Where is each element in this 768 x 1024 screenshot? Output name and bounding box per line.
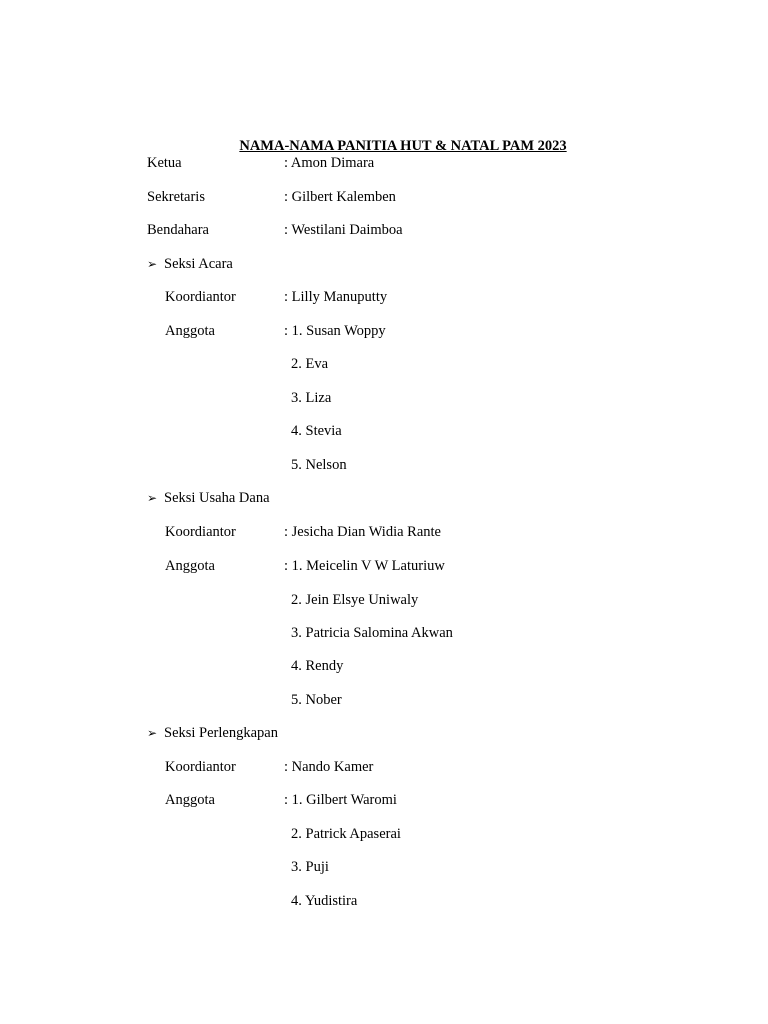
anggota-label: Anggota (165, 558, 215, 574)
anggota-member: 4. Yudistira (291, 893, 358, 909)
officer-label: Bendahara (147, 222, 209, 238)
officer-value: : Westilani Daimboa (284, 222, 403, 238)
anggota-member: 4. Stevia (291, 423, 342, 439)
anggota-label: Anggota (165, 792, 215, 808)
anggota-member: 3. Liza (291, 390, 332, 406)
koordinator-value: : Nando Kamer (284, 759, 374, 775)
section-name: Seksi Usaha Dana (164, 490, 270, 506)
anggota-member: : 1. Gilbert Waromi (284, 792, 397, 808)
arrow-bullet-icon: ➢ (147, 726, 158, 740)
anggota-member: : 1. Meicelin V W Laturiuw (284, 558, 445, 574)
anggota-member: 5. Nelson (291, 457, 347, 473)
koordinator-label: Koordiantor (165, 289, 236, 305)
arrow-bullet-icon: ➢ (147, 257, 158, 271)
section-name: Seksi Perlengkapan (164, 725, 278, 741)
anggota-member: 2. Jein Elsye Uniwaly (291, 592, 419, 608)
officer-value: : Gilbert Kalemben (284, 189, 396, 205)
koordinator-label: Koordiantor (165, 759, 236, 775)
koordinator-value: : Lilly Manuputty (284, 289, 388, 305)
officer-label: Sekretaris (147, 189, 205, 205)
section-heading-usaha-dana (147, 488, 270, 508)
anggota-member: : 1. Susan Woppy (284, 323, 386, 339)
officer-value: : Amon Dimara (284, 155, 375, 171)
anggota-member: 4. Rendy (291, 658, 344, 674)
anggota-member: 2. Patrick Apaserai (291, 826, 401, 842)
anggota-member: 2. Eva (291, 356, 329, 372)
document-title: NAMA-NAMA PANITIA HUT & NATAL PAM 2023 (239, 138, 567, 154)
section-name: Seksi Acara (164, 256, 233, 272)
arrow-bullet-icon: ➢ (147, 491, 158, 505)
officer-label: Ketua (147, 155, 182, 171)
section-heading-acara (147, 254, 233, 274)
anggota-member: 5. Nober (291, 692, 342, 708)
anggota-member: 3. Puji (291, 859, 329, 875)
anggota-member: 3. Patricia Salomina Akwan (291, 625, 453, 641)
koordinator-label: Koordiantor (165, 524, 236, 540)
anggota-label: Anggota (165, 323, 215, 339)
section-heading-perlengkapan (147, 723, 278, 743)
koordinator-value: : Jesicha Dian Widia Rante (284, 524, 441, 540)
